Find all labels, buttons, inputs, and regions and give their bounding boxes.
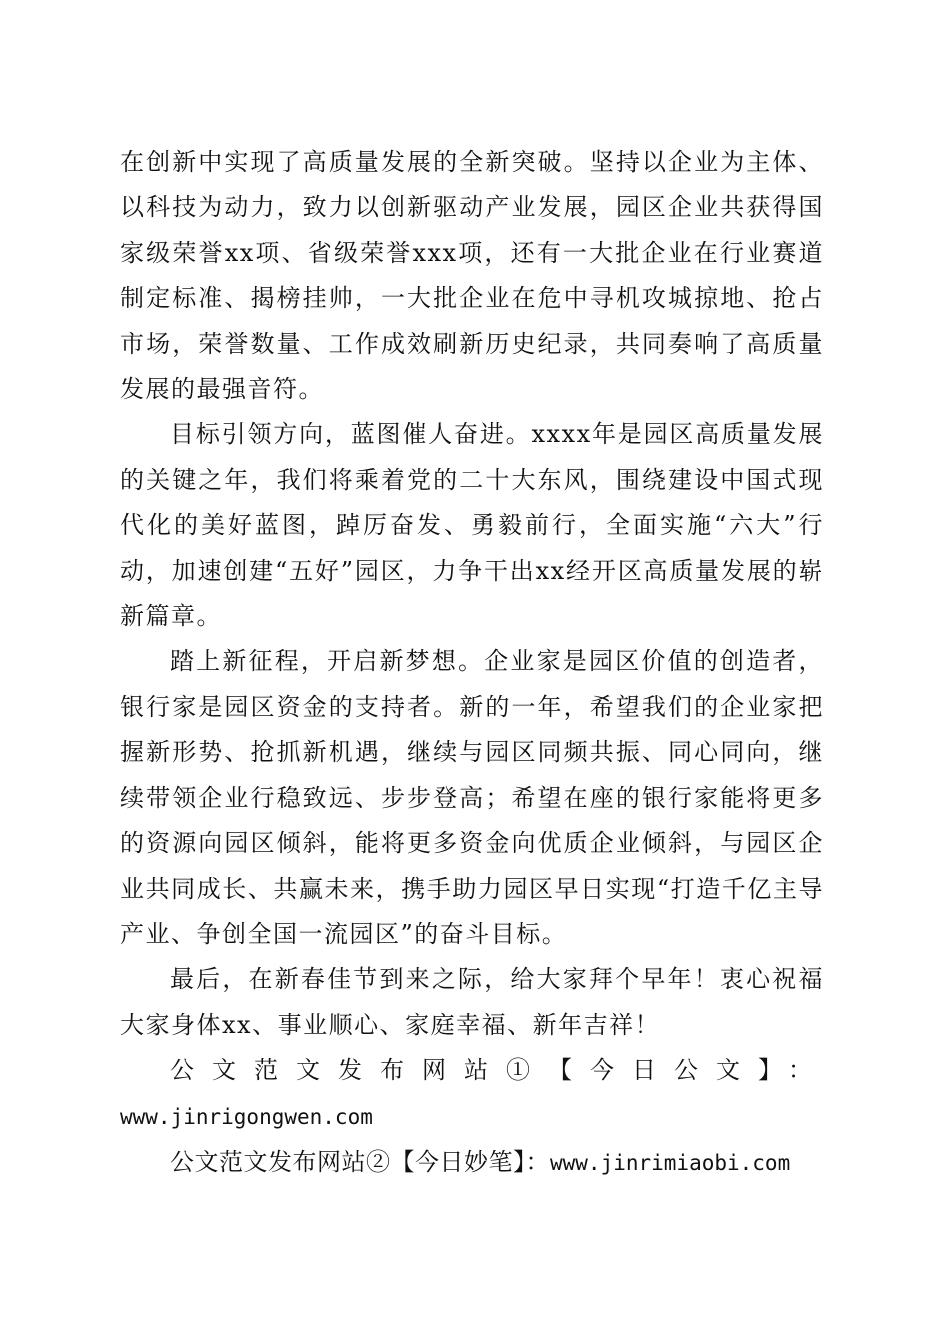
website-line-1	[120, 1048, 824, 1093]
website-url-1[interactable]: www.jinrigongwen.com	[120, 1104, 373, 1129]
paragraph-goals: 目标引领方向，蓝图催人奋进。xxxx年是园区高质量发展的关键之年，我们将乘着党的二十大东风，围绕建设中国式现代化的美好蓝图，踔厉奋发、勇毅前行，全面实施“六大”行动，加速创建“五好”园区，力争干出xx经开区高质量发展的崭新篇章。	[120, 420, 824, 631]
website-url-2[interactable]: www.jinrimiaobi.com	[550, 1150, 791, 1175]
website-label-1: 公文范文发布网站①【今日公文】：	[170, 1056, 824, 1085]
paragraph-greetings: 最后，在新春佳节到来之际，给大家拜个早年！衷心祝福大家身体xx、事业顺心、家庭幸福、新年吉祥！	[120, 965, 824, 1039]
paragraph-innovation: 在创新中实现了高质量发展的全新突破。坚持以企业为主体、以科技为动力，致力以创新驱动产业发展，园区企业共获得国家级荣誉xx项、省级荣誉xxx项，还有一大批企业在行业赛道制定标准、揭榜挂帅，一大批企业在危中寻机攻城掠地、抢占市场，荣誉数量、工作成效刷新历史纪录，共同奏响了高质量发展的最强音符。	[120, 148, 824, 404]
website-url-line-1	[120, 1094, 824, 1140]
paragraph-new-journey: 踏上新征程，开启新梦想。企业家是园区价值的创造者，银行家是园区资金的支持者。新的一年，希望我们的企业家把握新形势、抢抓新机遇，继续与园区同频共振、同心同向，继续带领企业行稳致远、步步登高；希望在座的银行家能将更多的资源向园区倾斜，能将更多资金向优质企业倾斜，与园区企业共同成长、共赢未来，携手助力园区早日实现“打造千亿主导产业、争创全国一流园区”的奋斗目标。	[120, 647, 824, 948]
document-page	[120, 140, 824, 1186]
website-label-2: 公文范文发布网站②【今日妙笔】：	[170, 1147, 550, 1176]
website-line-2	[120, 1140, 824, 1186]
